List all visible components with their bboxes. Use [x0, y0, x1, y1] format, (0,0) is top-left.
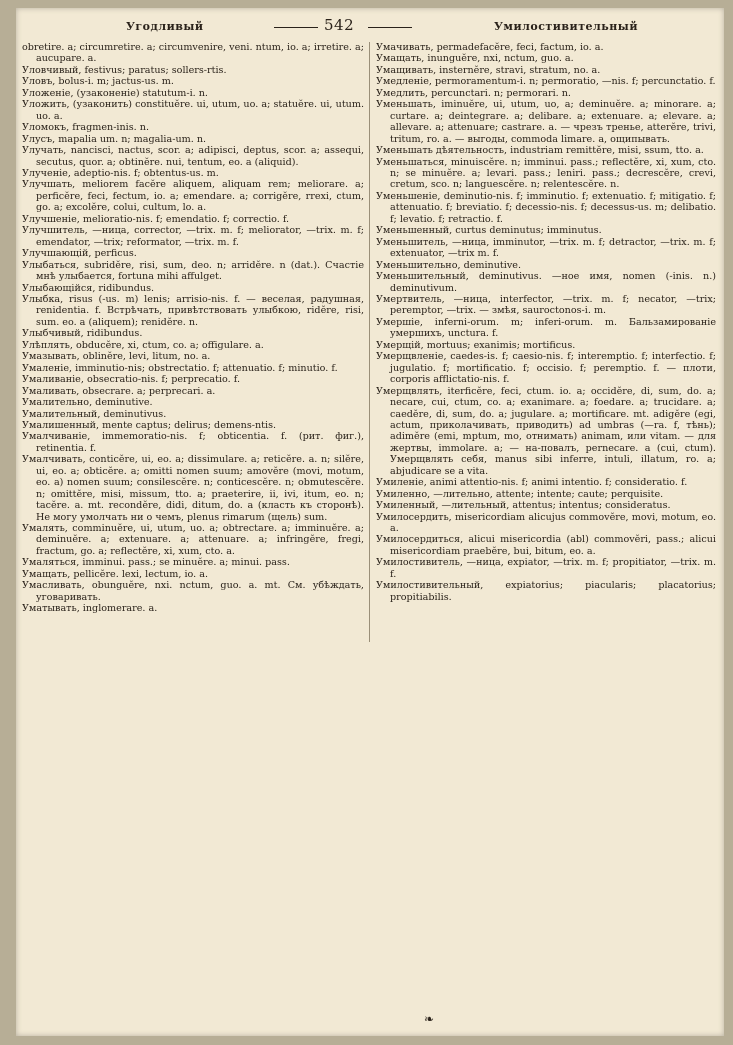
dictionary-entry: Умалишенный, mente captus; delirus; demens-ntis.	[22, 419, 277, 431]
dictionary-entry: Улучшающій, perficus.	[22, 248, 137, 260]
dictionary-entry: Умалчиваніе, immemoratio-nis. f; obticentia. f. (рит. фиг.), retinentia. f.	[22, 431, 364, 454]
dictionary-entry: Умершіе, inferni-orum. m; inferi-orum. m. Бальзамированіе умершихъ, unctura. f.	[376, 316, 716, 340]
dictionary-entry: Умазывать, oblinĕre, levi, litum, no. a.	[22, 351, 211, 363]
dictionary-entry: Уменьшать, iminuĕre, ui, utum, uo, a; deminuĕre. a; minorare. a; curtare. a; deintegrare. a; delibare. a; extenuare. a; elevare. a; allevare. a; attenuare; castrare. a. — чрезъ тренье, atterĕre, trivi, tritum, ro. a. — выгоды, commoda limare. a, ощипывать.	[376, 99, 716, 145]
dictionary-entry: Умащать, pellicĕre. lexi, lectum, io. a.	[22, 568, 209, 580]
dictionary-entry: Уложить, (узаконить) constituĕre. ui, utum, uo. a; statuĕre. ui, utum. uo. a.	[22, 99, 364, 122]
dictionary-entry: Умерщій, mortuus; exanimis; mortificus.	[376, 339, 576, 351]
right-column	[376, 42, 716, 603]
dictionary-entry: Умилостивительный, expiatorius; piacularis; placatorius; propitiabilis.	[376, 580, 716, 603]
dictionary-entry: Умащать, inunguĕre, nxi, nctum, guo. a.	[376, 53, 574, 65]
dictionary-entry: Умедлить, percunctari. n; permorari. n.	[376, 87, 571, 99]
dictionary-entry: Умилостивитель, —ница, expiator, —trix. m. f; propitiator, —trix. m. f.	[376, 557, 716, 580]
dictionary-entry: Умаляться, imminui. pass.; se minuĕre. a; minui. pass.	[22, 557, 290, 569]
footer-ornament: ❧	[424, 1012, 435, 1026]
dictionary-entry: Умилосердить, misericordiam alicujus commovĕre, movi, motum, eo. a.	[376, 511, 716, 535]
dictionary-entry: Умалять, comminuĕre, ui, utum, uo. a; obtrectare. a; imminuĕre. a; deminuĕre. a; extenuare. a; attenuare. a; infringĕre, fregi, fractum, go. a; reflectĕre, xi, xum, cto. a.	[22, 523, 364, 557]
running-head-left: Угодливый	[126, 20, 204, 33]
dictionary-entry: Умилосердиться, alicui misericordia (abl) commovĕri, pass.; alicui misericordiam praebĕre, bui, bitum, eo. a.	[376, 534, 716, 557]
running-head-right: Умилостивительный	[494, 20, 638, 33]
dictionary-entry: Уменьшительный, deminutivus. —ное имя, nomen (-inis. n.) deminutivum.	[376, 271, 716, 294]
dictionary-entry: Улучшать, meliorem facĕre aliquem, aliquam rem; meliorare. a; perficĕre, feci, fectum, io. a; emendare. a; corrigĕre, rrexi, ctum, go. a; excolĕre, colui, cultum, lo. a.	[22, 179, 364, 214]
header-rule-left	[274, 27, 318, 28]
dictionary-entry: Уменьшенный, curtus deminutus; imminutus.	[376, 225, 602, 237]
dictionary-entry: Улусъ, mapalia um. n; magalia-um. n.	[22, 133, 207, 145]
page-header	[16, 16, 724, 38]
dictionary-entry: obretire. a; circumretire. a; circumvenire, veni. ntum, io. a; irretire. a; aucupare. a.	[22, 42, 364, 65]
dictionary-entry: Улѣплять, obducĕre, xi, ctum, co. a; offigulare. a.	[22, 339, 264, 351]
dictionary-entry: Улыбаться, subridĕre, risi, sum, deo. n; arridĕre. n (dat.). Счастіе мнѣ улыбается, fortuna mihi affulget.	[22, 259, 364, 283]
dictionary-entry: Уложеніе, (узаконеніе) statutum-i. n.	[22, 87, 208, 99]
page-number: 542	[324, 16, 355, 34]
left-column	[22, 42, 364, 615]
dictionary-entry: Улучать, nancisci, nactus, scor. a; adipisci, deptus, scor. a; assequi, secutus, quor. a; obtinĕre. nui, tentum, eo. a (aliquid).	[22, 145, 364, 168]
dictionary-entry: Умалительный, deminutivus.	[22, 408, 167, 420]
dictionary-entry: Улученіе, adeptio-nis. f; obtentus-us. m.	[22, 167, 219, 179]
dictionary-entry: Уматывать, inglomerare. a.	[22, 603, 158, 615]
dictionary-entry: Умедленіе, permoramentum-i. n; permoratio, —nis. f; percunctatio. f.	[376, 76, 716, 88]
dictionary-entry: Уменьшаться, minuisсĕre. n; imminui. pass.; reflectĕre, xi, xum, cto. n; se minuĕre. a; levari. pass.; leniri. pass.; decrescĕre, crevi, cretum, sco. n; languescĕre. n; relentescĕre. n.	[376, 156, 716, 191]
dictionary-entry: Уловъ, bolus-i. m; jactus-us. m.	[22, 76, 174, 88]
dictionary-entry: Улыбающійся, ridibundus.	[22, 282, 155, 294]
column-divider	[369, 42, 370, 642]
dictionary-entry: Умаливать, obsecrare. a; perprecari. a.	[22, 385, 216, 397]
dictionary-entry: Умалчивать, conticĕre, ui, eo. a; dissimulare. a; reticĕre. a. n; silĕre, ui, eo. a; obticĕre. a; omitti nomen suum; amovĕre (movi, motum, eo. a) nomen suum; consilescĕre. n; conticescĕre. n; obmutescĕre. n; omittĕre, misi, missum, tto. a; praeterire, ii, ivi, itum, eo. n; tacĕre. a. mt. recondĕre, didi, ditum, do. a (класть къ сторонѣ). Не могу умолчать ни о чемъ, plenus rimarum (щель) sum.	[22, 454, 364, 523]
dictionary-entry: Умащивать, insternĕre, stravi, stratum, no. a.	[376, 64, 601, 76]
dictionary-entry: Умаленіе, imminutio-nis; obstrectatio. f; attenuatio. f; minutio. f.	[22, 362, 338, 374]
dictionary-entry: Улыбка, risus (-us. m) lenis; arrisio-nis. f. — веселая, радушная, renidentia. f. Встрѣчать, привѣтствовать улыбкою, ridĕre, risi, sum. eo. a (aliquem); renidĕre. n.	[22, 293, 364, 328]
dictionary-entry: Уменьшитель, —ница, imminutor, —trix. m. f; detractor, —trix. m. f; extenuator, —trix m. f.	[376, 236, 716, 260]
dictionary-entry: Умаливаніе, obsecratio-nis. f; perprecatio. f.	[22, 374, 240, 386]
dictionary-page	[16, 8, 724, 1036]
dictionary-entry: Умасливать, obunguĕre, nxi. nctum, guo. a. mt. См. убѣждать, уговаривать.	[22, 580, 364, 603]
dictionary-entry: Улучшеніе, melioratio-nis. f; emendatio. f; correctio. f.	[22, 213, 290, 225]
dictionary-entry: Умиленный, —лительный, attentus; intentus; consideratus.	[376, 500, 671, 512]
header-rule-right	[368, 27, 412, 28]
dictionary-entry: Уменьшать дѣятельность, industriam remittĕre, misi, ssum, tto. a.	[376, 145, 704, 157]
dictionary-entry: Улучшитель, —ница, corrector, —trix. m. f; meliorator, —trix. m. f; emendator, —trix; reformator, —trix. m. f.	[22, 225, 364, 248]
dictionary-entry: Умертвитель, —ница, interfector, —trix. m. f; necator, —trix; peremptor, —trix. — змѣя, sauroctonos-i. m.	[376, 293, 716, 317]
dictionary-entry: Умачивать, permadefacĕre, feci, factum, io. a.	[376, 42, 604, 53]
dictionary-entry: Уломокъ, fragmen-inis. n.	[22, 122, 150, 134]
dictionary-entry: Умиленно, —лительно, attente; intente; caute; perquisite.	[376, 488, 664, 500]
dictionary-entry: Умалительно, deminutive.	[22, 397, 153, 409]
dictionary-entry: Умерщвленіе, caedes-is. f; caesio-nis. f; interemptio. f; interfectio. f; jugulatio. f; mortificatio. f; occisio. f; peremptio. f. — плоти, corporis afflictatio-nis. f.	[376, 351, 716, 386]
dictionary-entry: Уловчивый, festivus; paratus; sollers-rtis.	[22, 64, 227, 76]
dictionary-entry: Умерщвлять, iterficĕre, feci, ctum. io. a; occidĕre, di, sum, do. a; necare, cui, ctum, co. a; exanimare. a; foedare. a; trucidare. a; caedĕre, di, sum, do. a; jugulare. a; mortificare. mt. adigĕre (egi, actum, приколачивать, приводить) ad umbras (—ra. f, тѣнь); adimĕre (emi, mptum, mo, отнимать) animam, или vitam. — для жертвы, immolare. a; — на-повалъ, pernecare. a (cui, ctum). Умерщвлять себя, manus sibi inferre, intuli, illatum, ro. a; abjudicare se a vita.	[376, 385, 716, 477]
dictionary-entry: Уменьшительно, deminutive.	[376, 259, 521, 271]
dictionary-entry: Уменьшеніе, deminutio-nis. f; imminutio. f; extenuatio. f; mitigatio. f; attenuatio. f; breviatio. f; decessio-nis. f; decessus-us. m; delibatio. f; levatio. f; retractio. f.	[376, 190, 716, 225]
dictionary-entry: Умиленіе, animi attentio-nis. f; animi intentio. f; consideratio. f.	[376, 477, 688, 489]
dictionary-entry: Улыбчивый, ridibundus.	[22, 328, 143, 340]
